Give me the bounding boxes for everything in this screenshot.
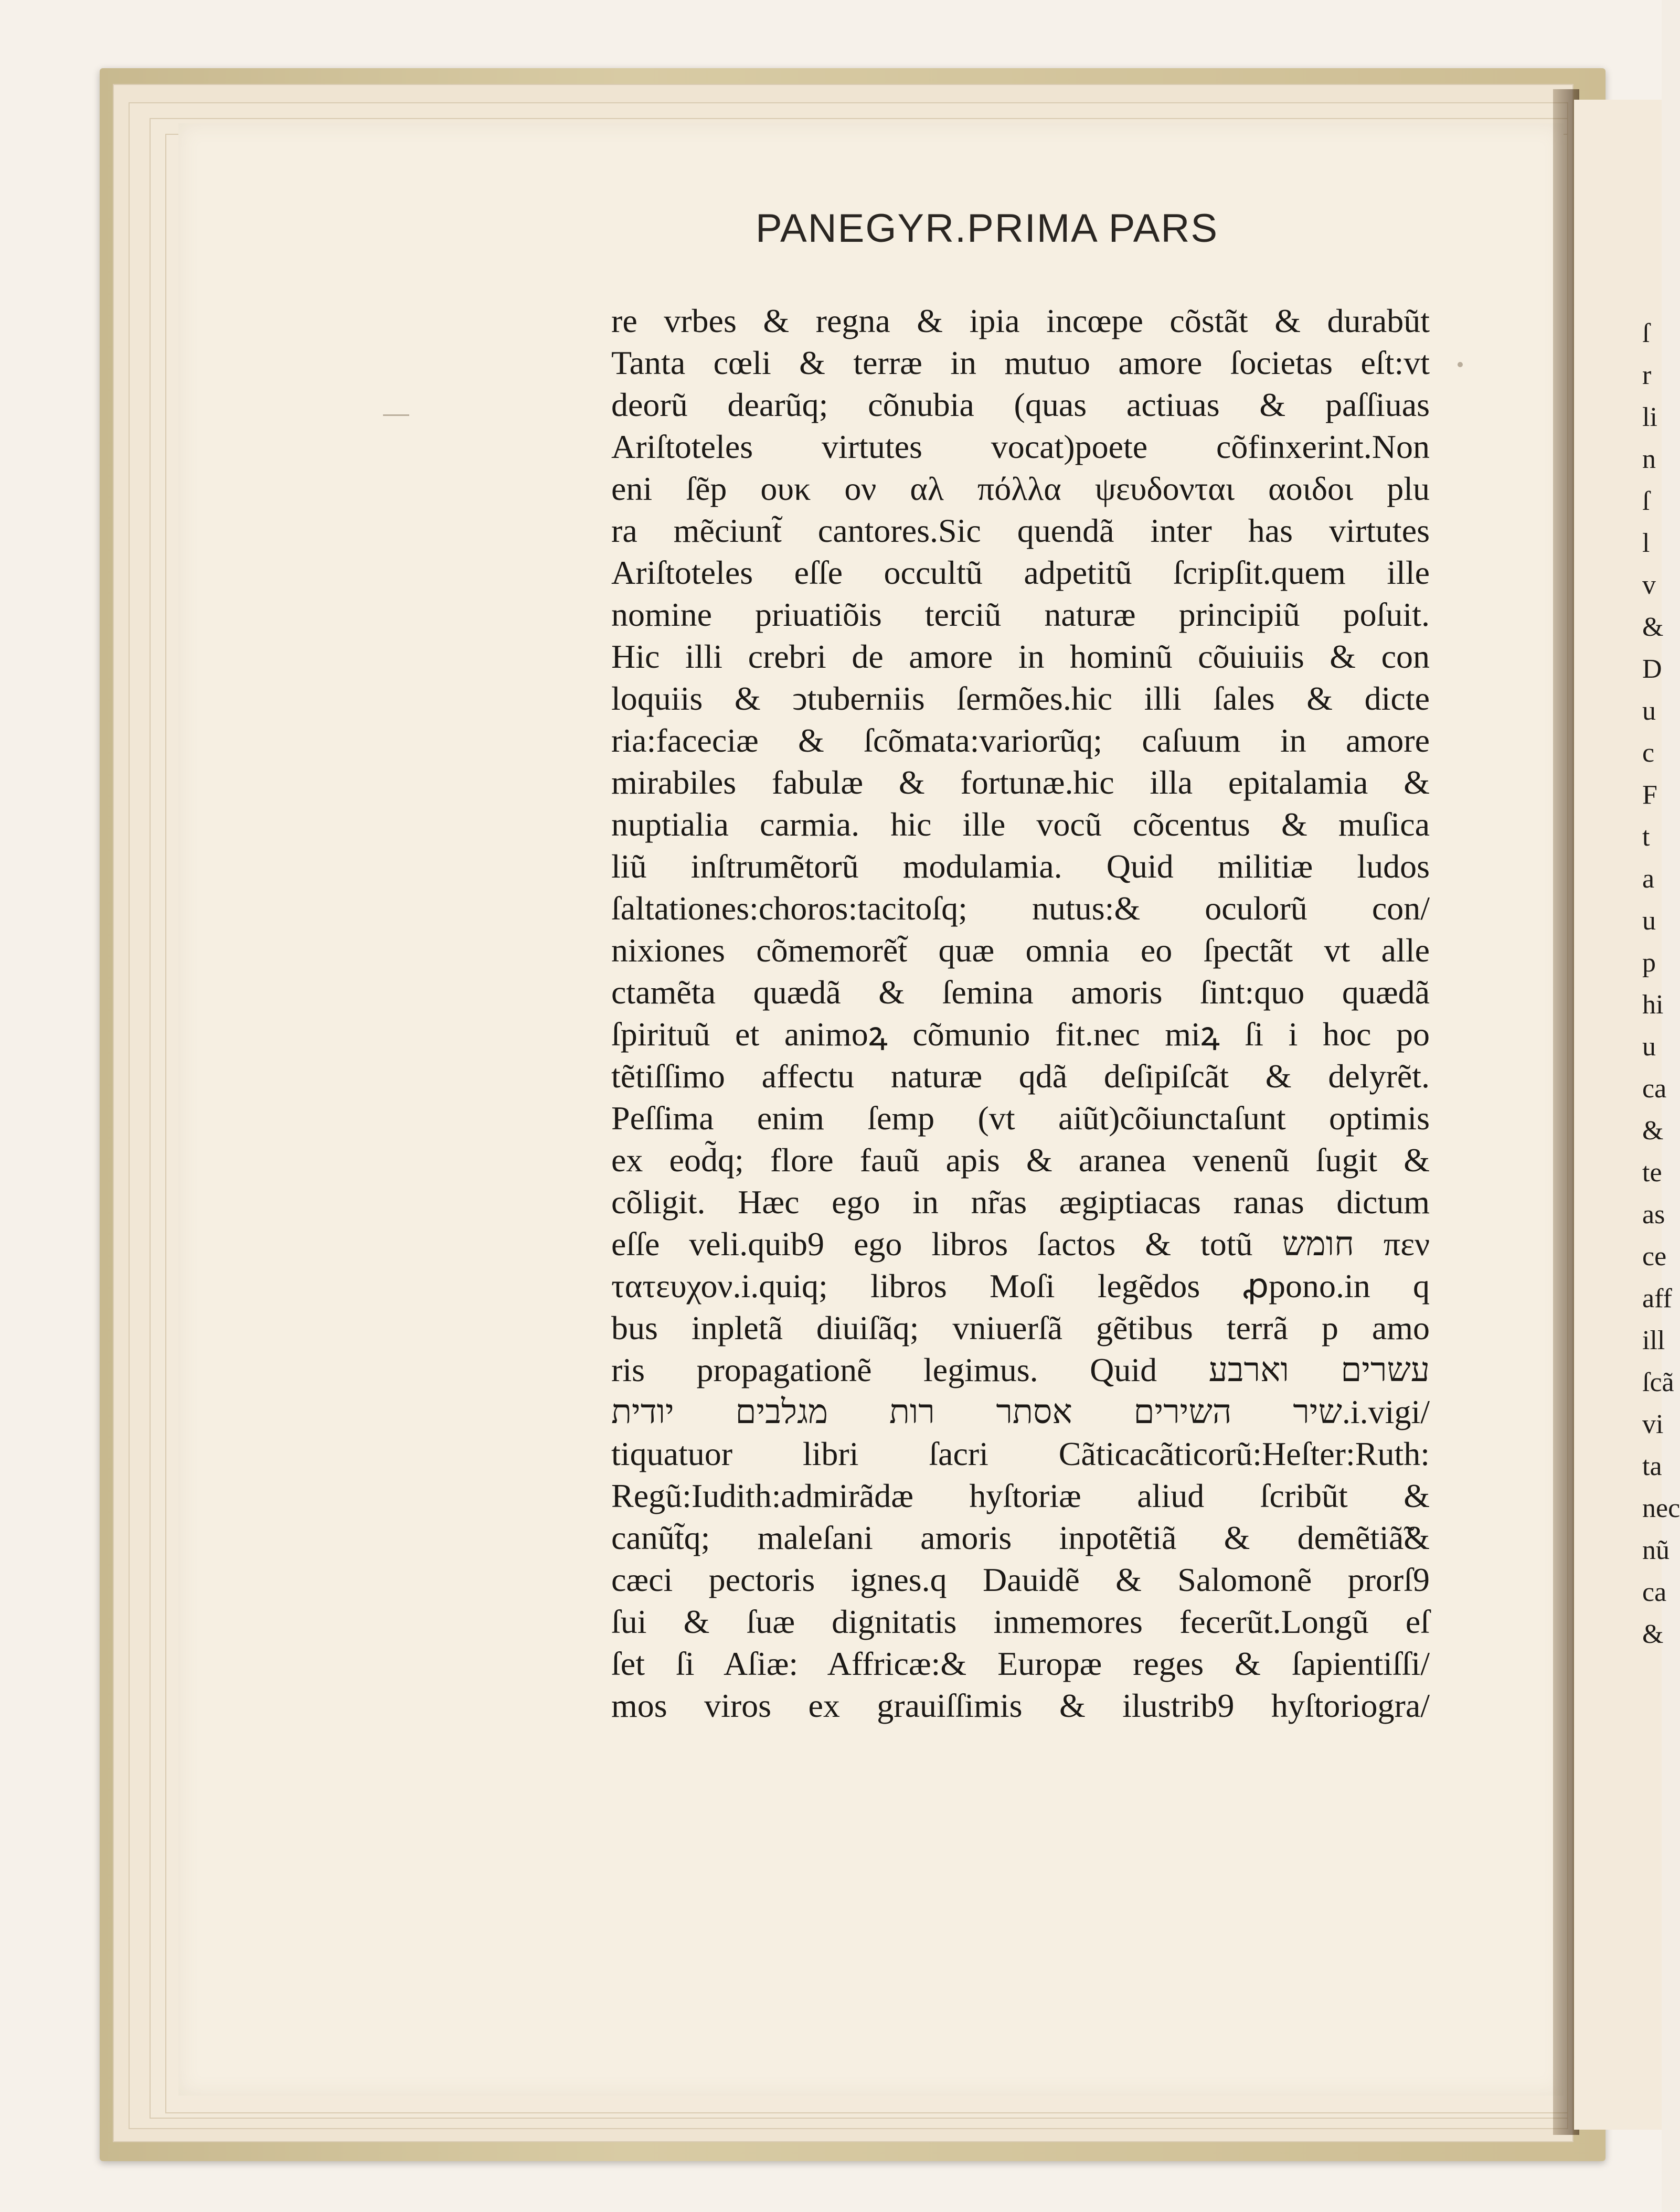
facing-page-line: vi (1642, 1409, 1664, 1439)
text-line: re vrbes & regna & ipia incœpe cõstãt & durabũt (611, 302, 1430, 339)
facing-page-line: te (1642, 1158, 1662, 1188)
facing-page-line: c (1642, 738, 1655, 768)
facing-page-line: a (1642, 864, 1655, 894)
text-line: ſaltationes:choros:tacitoſq; nutus:& oculorũ con/ (611, 890, 1430, 927)
text-line: τατευχον.i.quiq; libros Moſi legẽdos ꝓpono.in q (611, 1267, 1430, 1305)
text-line: cõligit. Hæc ego in nr̃as ægiptiacas ranas dictum (611, 1183, 1430, 1221)
margin-mark (383, 414, 409, 416)
facing-page-line: l (1642, 528, 1650, 558)
text-line: Ariſtoteles virtutes vocat)poete cõfinxerint.Non (611, 428, 1430, 465)
facing-page-line: ſ (1642, 486, 1650, 516)
facing-page-line: ca (1642, 1074, 1667, 1104)
facing-page-line: r (1642, 360, 1652, 390)
facing-page-line: p (1642, 948, 1656, 978)
text-line: canũt̃q; maleſani amoris inpotẽtiã & demẽtiã̃& (611, 1519, 1430, 1556)
text-line: mirabiles fabulæ & fortunæ.hic illa epitalamia & (611, 764, 1430, 801)
text-line: ctamẽta quædã & ſemina amoris ſint:quo quædã (611, 974, 1430, 1011)
text-line: eni ſẽp ουκ ον αλ πόλλα ψευδονται αοιδοι plu (611, 470, 1430, 507)
facing-page-line: nũ (1642, 1535, 1670, 1565)
facing-page-line: aff (1642, 1284, 1672, 1313)
text-line: Tanta cœli & terræ in mutuo amore ſocietas eſt:vt (611, 344, 1430, 381)
margin-mark (1458, 362, 1463, 367)
facing-page-line: & (1642, 1619, 1664, 1649)
text-line: ex eod̃q; flore fauũ apis & aranea venenũ ſugit & (611, 1141, 1430, 1179)
text-line: ſpirituũ et animoꝝ cõmunio fit.nec miꝝ ſi i hoc po (611, 1016, 1430, 1053)
facing-page-line: F (1642, 780, 1657, 810)
facing-page-line: u (1642, 696, 1656, 726)
facing-page-line: hi (1642, 990, 1664, 1020)
text-line: bus inpletã diuiſãq; vniuerſã gẽtibus terrã p amo (611, 1309, 1430, 1347)
facing-page (1574, 100, 1680, 2130)
text-line: tẽtiſſimo affectu naturæ qdã deſipiſcãt & delyrẽt. (611, 1057, 1430, 1095)
running-head: PANEGYR.PRIMA PARS (756, 206, 1219, 251)
text-line: ra mẽciunt̃ cantores.Sic quendã inter has virtutes (611, 512, 1430, 549)
facing-page-line: as (1642, 1200, 1665, 1230)
text-line: ſet ſi Aſiæ: Affricæ:& Europæ reges & ſapientiſſi/ (611, 1645, 1430, 1682)
text-line: nomine priuatiõis terciũ naturæ principiũ poſuit. (611, 596, 1430, 633)
text-line: liũ inſtrumẽtorũ modulamia. Quid militiæ ludos (611, 848, 1430, 885)
text-line: Hic illi crebri de amore in hominũ cõuiuiis & con (611, 638, 1430, 675)
facing-page-line: ill (1642, 1326, 1665, 1355)
text-line: deorũ dearũq; cõnubia (quas actiuas & paſſiuas (611, 386, 1430, 423)
facing-page-line: n (1642, 444, 1656, 474)
facing-page-line: li (1642, 402, 1657, 432)
facing-page-line: v (1642, 570, 1656, 600)
text-line: ris propagationẽ legimus. Quid עשרים וארבע (611, 1351, 1430, 1388)
facing-page-line: & (1642, 612, 1664, 642)
text-line: loquiis & ↄtuberniis ſermões.hic illi ſales & dicte (611, 680, 1430, 717)
text-line: nixiones cõmemorẽt̃ quæ omnia eo ſpectãt vt alle (611, 932, 1430, 969)
facing-page-line: nec (1642, 1493, 1680, 1523)
text-line: tiquatuor libri ſacri Cãticacãticorũ:Heſter:Ruth: (611, 1435, 1430, 1472)
facing-page-line: ce (1642, 1242, 1667, 1271)
text-line: Peſſima enim ſemp (vt aiũt)cõiunctaſunt optimis (611, 1099, 1430, 1137)
facing-page-line: D (1642, 654, 1662, 684)
text-line: eſſe veli.quib9 ego libros ſactos & totũ חומש πεν (611, 1225, 1430, 1263)
facing-page-line: ca (1642, 1577, 1667, 1607)
text-line: mos viros ex grauiſſimis & ilustrib9 hyſtoriogra/ (611, 1687, 1430, 1724)
text-line: ria:faceciæ & ſcõmata:variorũq; caſuum in amore (611, 722, 1430, 759)
facing-page-line: u (1642, 906, 1656, 936)
text-line: nuptialia carmia. hic ille vocũ cõcentus & muſica (611, 806, 1430, 843)
facing-page-line: ſ (1642, 318, 1650, 348)
text-line: שיר השירים אסתר רות מגלבים יודית.i.vigi/ (611, 1393, 1430, 1430)
facing-page-line: ſcã (1642, 1367, 1674, 1397)
text-line: cæci pectoris ignes.q Dauidẽ & Salomonẽ prorſ9 (611, 1561, 1430, 1598)
facing-page-line: u (1642, 1032, 1656, 1062)
facing-page-line: ta (1642, 1451, 1662, 1481)
facing-page-line: t (1642, 822, 1650, 852)
facing-page-line: & (1642, 1116, 1664, 1146)
text-line: ſui & ſuæ dignitatis inmemores fecerũt.Longũ eſ (611, 1603, 1430, 1640)
text-line: Ariſtoteles eſſe occultũ adpetitũ ſcripſit.quem ille (611, 554, 1430, 591)
text-line: Regũ:Iudith:admirãdæ hyſtoriæ aliud ſcribũt & (611, 1477, 1430, 1514)
